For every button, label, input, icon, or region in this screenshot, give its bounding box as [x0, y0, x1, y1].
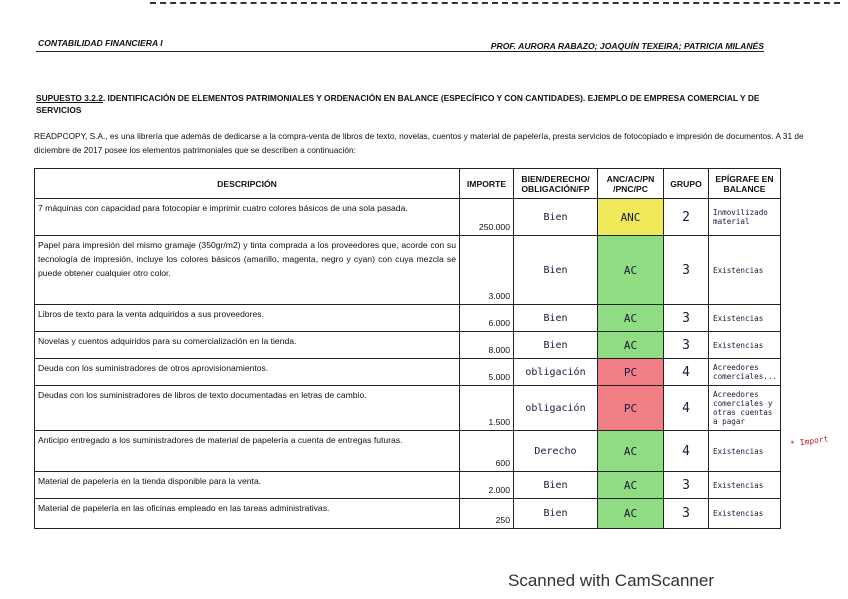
exercise-code: SUPUESTO 3.2.2 [36, 93, 103, 103]
table-row [35, 499, 781, 529]
row-description: 7 máquinas con capacidad para fotocopiar e imprimir cuatro colores básicos de una sola pasada. [35, 199, 460, 236]
row-bien: Bien [514, 332, 598, 359]
row-epigrafe: Existencias [709, 472, 781, 499]
row-importe: 250.000 [460, 199, 514, 236]
row-epigrafe: Acreedores comerciales y otras cuentas a pagar [709, 386, 781, 431]
row-epigrafe: Existencias [709, 236, 781, 305]
row-epigrafe: Existencias [709, 305, 781, 332]
row-grupo: 3 [664, 332, 709, 359]
row-grupo: 4 [664, 386, 709, 431]
table-row [35, 386, 781, 431]
row-bien: Bien [514, 472, 598, 499]
table-row [35, 199, 781, 236]
row-description: Papel para impresión del mismo gramaje (350gr/m2) y tinta comprada a los proveedores que, acorde con su tecnología de impresión, incluye los colores básicos (amarillo, magenta, negro y cyan) con cuya mezcla se puede obtener cualquier otro color. [35, 236, 460, 305]
row-bien: Bien [514, 499, 598, 529]
row-bien: Bien [514, 236, 598, 305]
notebook-spiral [150, 2, 840, 10]
row-importe: 600 [460, 431, 514, 472]
row-grupo: 4 [664, 431, 709, 472]
row-bien: obligación [514, 386, 598, 431]
header-description: DESCRIPCIÓN [35, 169, 460, 199]
row-grupo: 3 [664, 472, 709, 499]
row-classification: AC [598, 472, 664, 499]
table-row [35, 332, 781, 359]
row-epigrafe: Existencias [709, 332, 781, 359]
row-grupo: 2 [664, 199, 709, 236]
table-row [35, 359, 781, 386]
header-bien: BIEN/DERECHO/ OBLIGACIÓN/FP [514, 169, 598, 199]
row-classification: PC [598, 359, 664, 386]
row-description: Deuda con los suministradores de otros aprovisionamientos. [35, 359, 460, 386]
exercise-heading [36, 92, 806, 116]
intro-paragraph: READPCOPY, S.A., es una librería que además de dedicarse a la compra-venta de libros de texto, novelas, cuentos y material de papelería, presta servicios de fotocopiado e impresión de documentos. A 31 de diciembre de 2017 posee los elementos patrimoniales que se describen a continuación: [34, 131, 804, 155]
row-importe: 3.000 [460, 236, 514, 305]
row-description: Libros de texto para la venta adquiridos a sus proveedores. [35, 305, 460, 332]
row-classification: AC [598, 236, 664, 305]
table-row [35, 305, 781, 332]
exercise-title: . IDENTIFICACIÓN DE ELEMENTOS PATRIMONIALES Y ORDENACIÓN EN BALANCE (ESPECÍFICO Y CON CANTIDADES). EJEMPLO DE EMPRESA COMERCIAL Y DE SERVICIOS [36, 93, 760, 115]
header-grupo: GRUPO [664, 169, 709, 199]
row-description: Deudas con los suministradores de libros de texto documentadas en letras de cambio. [35, 386, 460, 431]
professors: PROF. AURORA RABAZO; JOAQUÍN TEXEIRA; PATRICIA MILANÉS [490, 41, 764, 51]
row-epigrafe: Existencias [709, 431, 781, 472]
course-title: CONTABILIDAD FINANCIERA I [38, 38, 163, 48]
row-importe: 6.000 [460, 305, 514, 332]
header-classification: ANC/AC/PN /PNC/PC [598, 169, 664, 199]
table-header-row [35, 169, 781, 199]
row-bien: obligación [514, 359, 598, 386]
row-classification: AC [598, 499, 664, 529]
row-epigrafe: Existencias [709, 499, 781, 529]
row-importe: 2.000 [460, 472, 514, 499]
row-description: Anticipo entregado a los suministradores de material de papelería a cuenta de entregas futuras. [35, 431, 460, 472]
row-classification: AC [598, 431, 664, 472]
row-importe: 5.000 [460, 359, 514, 386]
table-row [35, 236, 781, 305]
header-epigrafe: EPÍGRAFE EN BALANCE [709, 169, 781, 199]
row-description: Novelas y cuentos adquiridos para su comercialización en la tienda. [35, 332, 460, 359]
margin-annotation: * Import [789, 434, 829, 449]
page-header [36, 38, 764, 52]
table-row [35, 472, 781, 499]
row-grupo: 3 [664, 236, 709, 305]
row-epigrafe: Inmovilizado material [709, 199, 781, 236]
row-classification: AC [598, 332, 664, 359]
row-classification: ANC [598, 199, 664, 236]
row-grupo: 3 [664, 305, 709, 332]
patrimonial-elements-table [34, 168, 781, 529]
row-description: Material de papelería en la tienda disponible para la venta. [35, 472, 460, 499]
row-bien: Bien [514, 305, 598, 332]
row-description: Material de papelería en las oficinas empleado en las tareas administrativas. [35, 499, 460, 529]
header-importe: IMPORTE [460, 169, 514, 199]
row-classification: AC [598, 305, 664, 332]
row-bien: Bien [514, 199, 598, 236]
row-importe: 8.000 [460, 332, 514, 359]
row-grupo: 3 [664, 499, 709, 529]
row-importe: 1.500 [460, 386, 514, 431]
row-grupo: 4 [664, 359, 709, 386]
row-classification: PC [598, 386, 664, 431]
row-epigrafe: Acreedores comerciales... [709, 359, 781, 386]
row-importe: 250 [460, 499, 514, 529]
row-bien: Derecho [514, 431, 598, 472]
table-row [35, 431, 781, 472]
camscanner-watermark: Scanned with CamScanner [508, 571, 715, 590]
